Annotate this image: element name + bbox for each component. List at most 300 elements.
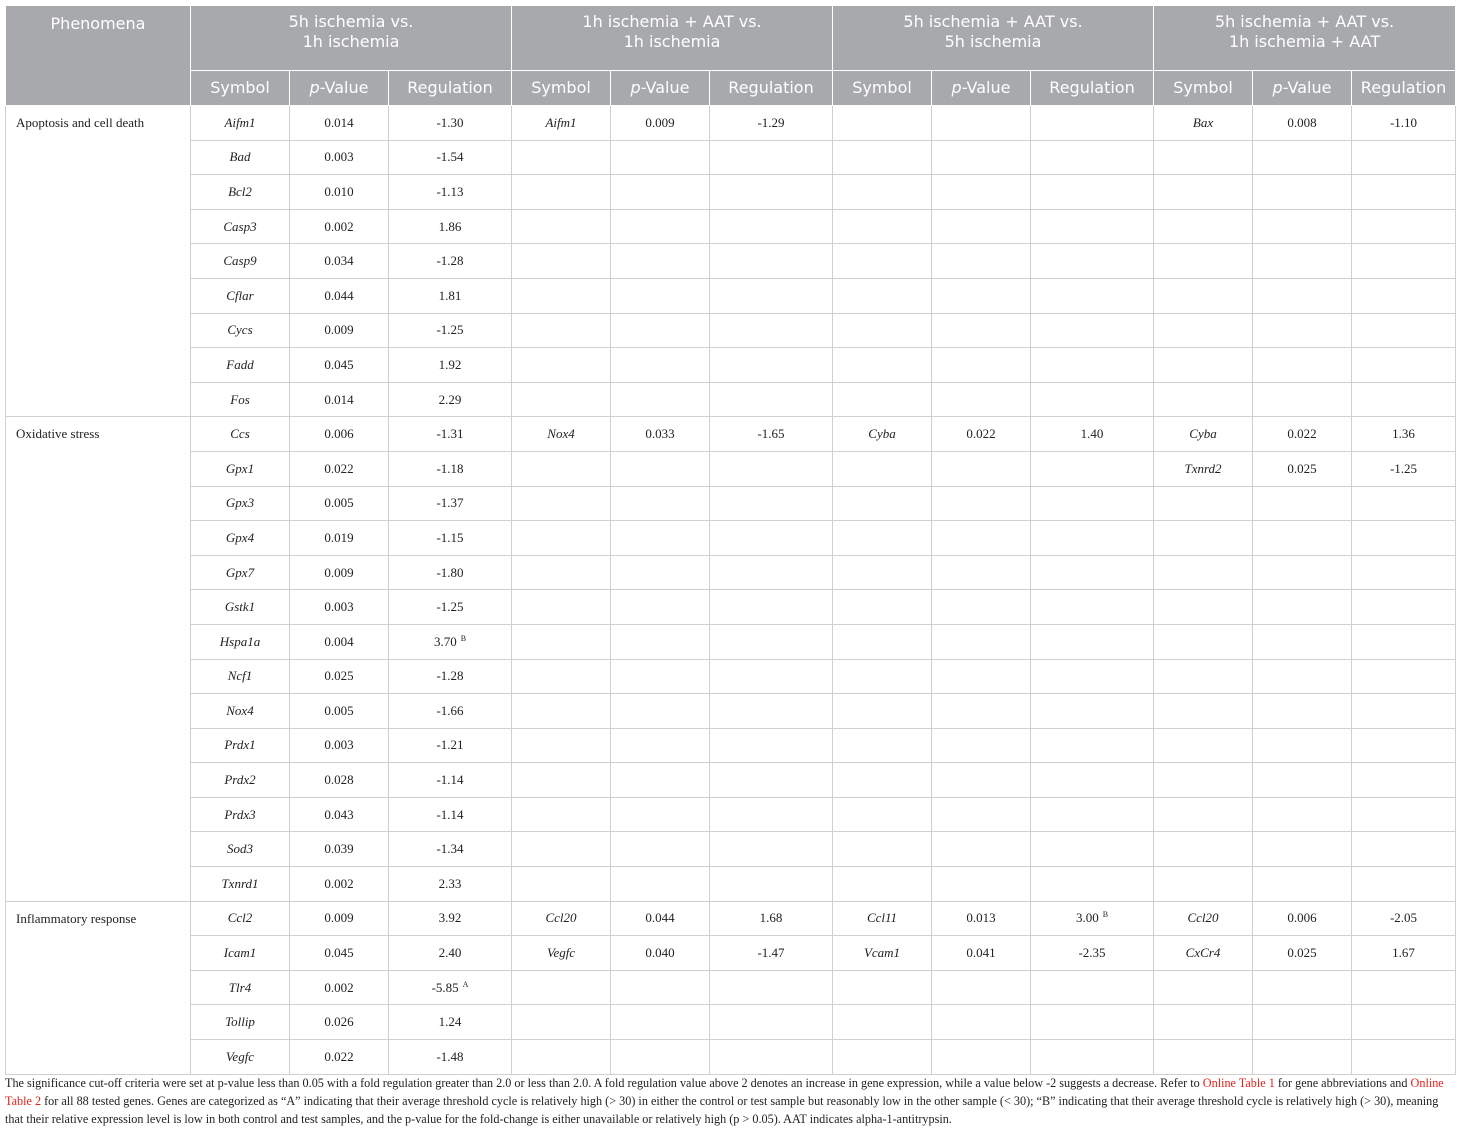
symbol-cell [1154, 555, 1253, 590]
p-value-cell [611, 209, 710, 244]
p-value-cell [932, 209, 1031, 244]
p-value-cell [611, 313, 710, 348]
p-value-cell [611, 555, 710, 590]
p-value-cell [932, 763, 1031, 798]
symbol-cell: Gpx1 [191, 451, 290, 486]
regulation-cell: 3.00 $^B$ [1031, 901, 1154, 936]
regulation-cell: -1.13 [389, 175, 512, 210]
p-value-cell [932, 797, 1031, 832]
phenomena-cell [6, 763, 191, 798]
p-value-cell [932, 278, 1031, 313]
p-value-cell [1253, 555, 1352, 590]
regulation-cell [710, 1040, 833, 1075]
regulation-cell: 2.29 [389, 382, 512, 417]
regulation-cell [710, 832, 833, 867]
p-value-cell [932, 659, 1031, 694]
p-value-cell [611, 140, 710, 175]
phenomena-cell [6, 659, 191, 694]
table-row [6, 175, 1456, 210]
regulation-cell [1031, 278, 1154, 313]
p-value-cell: 0.009 [290, 313, 389, 348]
group-header: 5h ischemia + AAT vs. 5h ischemia [833, 6, 1154, 71]
regulation-cell [1352, 521, 1456, 556]
regulation-cell: -1.66 [389, 694, 512, 729]
p-value-cell: 0.022 [932, 417, 1031, 452]
p-value-cell [932, 867, 1031, 902]
symbol-cell [833, 970, 932, 1005]
regulation-cell [1352, 867, 1456, 902]
p-value-cell [611, 348, 710, 383]
phenomena-cell: Inflammatory response [6, 901, 191, 936]
table-row [6, 936, 1456, 971]
regulation-cell: -1.31 [389, 417, 512, 452]
regulation-cell [710, 763, 833, 798]
p-value-cell [932, 175, 1031, 210]
regulation-cell [1352, 382, 1456, 417]
regulation-cell [1031, 832, 1154, 867]
regulation-header: Regulation [1031, 71, 1154, 106]
regulation-cell [1352, 590, 1456, 625]
p-value-cell: 0.044 [611, 901, 710, 936]
phenomena-cell [6, 244, 191, 279]
symbol-header: Symbol [1154, 71, 1253, 106]
p-value-cell [611, 590, 710, 625]
p-value-cell [932, 106, 1031, 141]
symbol-cell [1154, 244, 1253, 279]
symbol-cell [512, 244, 611, 279]
regulation-cell: -1.28 [389, 244, 512, 279]
phenomena-cell [6, 555, 191, 590]
online-table-1-link[interactable]: Online Table 1 [1202, 1076, 1275, 1090]
p-value-cell: 0.008 [1253, 106, 1352, 141]
p-value-cell: 0.013 [932, 901, 1031, 936]
symbol-cell: Tollip [191, 1005, 290, 1040]
p-value-cell [611, 451, 710, 486]
p-value-cell: 0.025 [290, 659, 389, 694]
p-value-cell: 0.041 [932, 936, 1031, 971]
symbol-cell: Cflar [191, 278, 290, 313]
gene-expression-table [5, 5, 1456, 1075]
symbol-cell [833, 797, 932, 832]
symbol-cell [833, 694, 932, 729]
p-value-cell: 0.009 [290, 901, 389, 936]
p-value-cell [1253, 348, 1352, 383]
symbol-cell: Sod3 [191, 832, 290, 867]
regulation-cell: -1.21 [389, 728, 512, 763]
p-value-cell: 0.034 [290, 244, 389, 279]
gene-expression-table-container [5, 5, 1455, 1075]
regulation-cell [710, 797, 833, 832]
symbol-cell [512, 140, 611, 175]
symbol-cell [512, 624, 611, 659]
phenomena-cell [6, 1005, 191, 1040]
phenomena-cell [6, 348, 191, 383]
symbol-cell: Tlr4 [191, 970, 290, 1005]
p-value-cell: 0.005 [290, 486, 389, 521]
symbol-cell: Fos [191, 382, 290, 417]
p-value-cell [611, 797, 710, 832]
regulation-cell: 3.92 [389, 901, 512, 936]
p-value-cell [1253, 970, 1352, 1005]
regulation-cell: -1.29 [710, 106, 833, 141]
regulation-cell [1031, 555, 1154, 590]
p-value-header: p-Value [1253, 71, 1352, 106]
symbol-cell [833, 244, 932, 279]
symbol-cell [1154, 486, 1253, 521]
regulation-header: Regulation [710, 71, 833, 106]
regulation-cell [1031, 970, 1154, 1005]
symbol-cell [512, 486, 611, 521]
phenomena-cell [6, 867, 191, 902]
regulation-cell [1031, 451, 1154, 486]
p-value-cell [1253, 486, 1352, 521]
p-value-cell [611, 694, 710, 729]
p-value-cell [1253, 797, 1352, 832]
symbol-cell [833, 867, 932, 902]
regulation-cell: 1.68 [710, 901, 833, 936]
symbol-cell [833, 659, 932, 694]
p-value-cell: 0.025 [1253, 451, 1352, 486]
regulation-cell: -1.10 [1352, 106, 1456, 141]
regulation-cell [710, 728, 833, 763]
regulation-cell [710, 244, 833, 279]
symbol-cell [512, 797, 611, 832]
p-value-cell: 0.039 [290, 832, 389, 867]
p-value-cell: 0.033 [611, 417, 710, 452]
symbol-cell [1154, 867, 1253, 902]
regulation-cell [1031, 867, 1154, 902]
phenomena-cell [6, 209, 191, 244]
p-value-cell [611, 278, 710, 313]
p-value-cell [932, 1040, 1031, 1075]
regulation-cell [1352, 175, 1456, 210]
regulation-cell [1031, 797, 1154, 832]
symbol-cell [1154, 140, 1253, 175]
regulation-cell: 1.36 [1352, 417, 1456, 452]
regulation-cell [1352, 209, 1456, 244]
symbol-cell [1154, 728, 1253, 763]
regulation-cell: -1.34 [389, 832, 512, 867]
regulation-cell: -1.48 [389, 1040, 512, 1075]
symbol-cell [512, 555, 611, 590]
regulation-cell [1352, 1040, 1456, 1075]
p-value-cell [1253, 728, 1352, 763]
p-value-cell: 0.003 [290, 728, 389, 763]
symbol-cell: Txnrd2 [1154, 451, 1253, 486]
p-value-header: p-Value [290, 71, 389, 106]
phenomena-cell [6, 313, 191, 348]
symbol-cell [833, 106, 932, 141]
regulation-cell [710, 521, 833, 556]
table-row [6, 659, 1456, 694]
symbol-cell: Bcl2 [191, 175, 290, 210]
symbol-cell: Icam1 [191, 936, 290, 971]
regulation-cell [1352, 659, 1456, 694]
symbol-cell: Cyba [1154, 417, 1253, 452]
regulation-cell [710, 659, 833, 694]
p-value-cell [932, 382, 1031, 417]
group-header: 5h ischemia + AAT vs. 1h ischemia + AAT [1154, 6, 1456, 71]
p-value-cell: 0.045 [290, 348, 389, 383]
p-value-cell: 0.010 [290, 175, 389, 210]
symbol-cell [512, 867, 611, 902]
regulation-cell [1031, 521, 1154, 556]
regulation-cell [710, 209, 833, 244]
regulation-cell [710, 970, 833, 1005]
symbol-cell [512, 1040, 611, 1075]
symbol-cell: Aifm1 [191, 106, 290, 141]
regulation-cell: -1.30 [389, 106, 512, 141]
symbol-cell [833, 175, 932, 210]
symbol-cell: Nox4 [191, 694, 290, 729]
regulation-cell [710, 140, 833, 175]
regulation-cell [1352, 728, 1456, 763]
regulation-cell [1352, 1005, 1456, 1040]
table-row [6, 763, 1456, 798]
symbol-cell: Nox4 [512, 417, 611, 452]
p-value-cell: 0.022 [290, 451, 389, 486]
regulation-cell [1352, 348, 1456, 383]
symbol-cell [1154, 313, 1253, 348]
footnote-marker: B [460, 633, 467, 643]
table-row [6, 106, 1456, 141]
symbol-cell [512, 832, 611, 867]
symbol-cell: Cyba [833, 417, 932, 452]
table-row [6, 521, 1456, 556]
regulation-cell [1031, 175, 1154, 210]
p-value-cell [932, 140, 1031, 175]
symbol-cell: Ccs [191, 417, 290, 452]
p-value-cell [1253, 694, 1352, 729]
regulation-cell [1031, 348, 1154, 383]
regulation-cell [710, 694, 833, 729]
symbol-cell [833, 348, 932, 383]
table-row [6, 901, 1456, 936]
regulation-cell [1352, 278, 1456, 313]
symbol-cell [1154, 659, 1253, 694]
regulation-cell [1031, 486, 1154, 521]
symbol-cell [1154, 175, 1253, 210]
symbol-cell [1154, 278, 1253, 313]
symbol-cell [512, 659, 611, 694]
symbol-cell: Vcam1 [833, 936, 932, 971]
p-value-cell: 0.022 [290, 1040, 389, 1075]
symbol-header: Symbol [833, 71, 932, 106]
phenomena-cell [6, 486, 191, 521]
regulation-cell [1031, 624, 1154, 659]
symbol-cell [512, 694, 611, 729]
p-value-cell [932, 486, 1031, 521]
regulation-cell: -1.80 [389, 555, 512, 590]
phenomena-header: Phenomena [6, 6, 191, 106]
phenomena-cell: Apoptosis and cell death [6, 106, 191, 141]
p-value-cell: 0.005 [290, 694, 389, 729]
symbol-cell [512, 590, 611, 625]
p-value-cell [1253, 867, 1352, 902]
table-footnote: The significance cut-off criteria were set at p-value less than 0.05 with a fold regulation greater than 2.0 or less than 2.0. A fold regulation value above 2 denotes an increase in gene expression, while a value below -2 suggests a decrease. Refer to Online Table 1 for gene abbreviations and Online Table 2 for all 88 tested genes. Genes are categorized as “A” indicating that their average threshold cycle is relatively high (> 30) in either the control or test sample but reasonably low in the other sample (< 30); “B” indicating that their average threshold cycle is relatively high (> 30), meaning that their relative expression level is low in both control and test samples, and the p-value for the fold-change is either unavailable or relatively high (p > 0.05). AAT indicates alpha-1-antitrypsin. [5, 1076, 1444, 1126]
regulation-cell [1031, 1005, 1154, 1040]
regulation-cell [1352, 797, 1456, 832]
symbol-cell [1154, 797, 1253, 832]
symbol-cell: Gpx3 [191, 486, 290, 521]
symbol-cell: Bad [191, 140, 290, 175]
symbol-cell [833, 313, 932, 348]
regulation-cell: -1.14 [389, 763, 512, 798]
regulation-cell [710, 313, 833, 348]
symbol-cell: Gpx7 [191, 555, 290, 590]
p-value-cell [932, 728, 1031, 763]
regulation-cell [1352, 694, 1456, 729]
symbol-cell [512, 382, 611, 417]
p-value-cell [932, 1005, 1031, 1040]
symbol-cell [512, 209, 611, 244]
p-value-cell [611, 175, 710, 210]
p-value-cell [932, 244, 1031, 279]
symbol-cell: Ccl20 [512, 901, 611, 936]
p-value-cell: 0.003 [290, 140, 389, 175]
p-value-cell [611, 1040, 710, 1075]
regulation-cell [1031, 244, 1154, 279]
p-value-cell [932, 555, 1031, 590]
phenomena-cell [6, 140, 191, 175]
p-value-cell: 0.014 [290, 382, 389, 417]
p-value-cell [611, 382, 710, 417]
symbol-cell: Fadd [191, 348, 290, 383]
p-value-cell [932, 451, 1031, 486]
phenomena-cell [6, 832, 191, 867]
symbol-cell [512, 313, 611, 348]
symbol-cell: CxCr4 [1154, 936, 1253, 971]
table-row [6, 624, 1456, 659]
symbol-cell [512, 278, 611, 313]
p-value-cell: 0.044 [290, 278, 389, 313]
regulation-cell [1352, 140, 1456, 175]
symbol-cell [512, 728, 611, 763]
p-value-cell [611, 832, 710, 867]
table-row [6, 555, 1456, 590]
phenomena-cell [6, 936, 191, 971]
phenomena-cell [6, 624, 191, 659]
regulation-cell [1031, 659, 1154, 694]
p-value-cell: 0.025 [1253, 936, 1352, 971]
symbol-cell [1154, 832, 1253, 867]
regulation-cell: -1.14 [389, 797, 512, 832]
table-row [6, 278, 1456, 313]
p-value-cell: 0.026 [290, 1005, 389, 1040]
regulation-cell [1352, 832, 1456, 867]
p-value-cell [932, 590, 1031, 625]
regulation-cell [710, 867, 833, 902]
symbol-cell [1154, 590, 1253, 625]
symbol-cell [833, 590, 932, 625]
p-value-cell: 0.022 [1253, 417, 1352, 452]
regulation-cell [1031, 694, 1154, 729]
regulation-cell [710, 348, 833, 383]
regulation-cell [1031, 728, 1154, 763]
symbol-cell [833, 486, 932, 521]
phenomena-cell [6, 451, 191, 486]
symbol-cell [833, 209, 932, 244]
p-value-cell: 0.006 [1253, 901, 1352, 936]
regulation-cell [1031, 140, 1154, 175]
regulation-cell: -2.05 [1352, 901, 1456, 936]
p-value-header: p-Value [611, 71, 710, 106]
symbol-cell [512, 348, 611, 383]
phenomena-cell [6, 970, 191, 1005]
p-value-cell [1253, 382, 1352, 417]
p-value-cell [611, 486, 710, 521]
phenomena-cell [6, 728, 191, 763]
p-value-cell: 0.004 [290, 624, 389, 659]
symbol-cell: Cycs [191, 313, 290, 348]
phenomena-cell [6, 797, 191, 832]
symbol-cell [833, 763, 932, 798]
regulation-cell: -1.28 [389, 659, 512, 694]
symbol-cell: Vegfc [512, 936, 611, 971]
regulation-cell [710, 555, 833, 590]
phenomena-cell [6, 382, 191, 417]
regulation-cell [1031, 209, 1154, 244]
symbol-cell: Prdx3 [191, 797, 290, 832]
p-value-cell [1253, 763, 1352, 798]
symbol-cell [1154, 348, 1253, 383]
phenomena-cell [6, 1040, 191, 1075]
p-value-cell [611, 244, 710, 279]
symbol-cell [1154, 694, 1253, 729]
symbol-cell [833, 278, 932, 313]
regulation-cell [1352, 763, 1456, 798]
online-table-2-link[interactable]: Online Table 2 [5, 1076, 1444, 1108]
p-value-cell [1253, 521, 1352, 556]
symbol-cell [833, 832, 932, 867]
symbol-cell [512, 763, 611, 798]
table-row [6, 867, 1456, 902]
symbol-cell [833, 140, 932, 175]
symbol-cell [833, 728, 932, 763]
group-header: 5h ischemia vs. 1h ischemia [191, 6, 512, 71]
phenomena-cell [6, 694, 191, 729]
regulation-cell [710, 451, 833, 486]
p-value-cell [932, 970, 1031, 1005]
p-value-cell: 0.040 [611, 936, 710, 971]
symbol-cell [1154, 624, 1253, 659]
symbol-cell [833, 382, 932, 417]
regulation-cell [710, 175, 833, 210]
p-value-cell: 0.043 [290, 797, 389, 832]
symbol-cell [1154, 209, 1253, 244]
regulation-cell [710, 486, 833, 521]
regulation-cell [1352, 624, 1456, 659]
p-value-cell [611, 624, 710, 659]
regulation-cell: -5.85 $^A$ [389, 970, 512, 1005]
regulation-cell [1352, 244, 1456, 279]
p-value-cell [1253, 624, 1352, 659]
regulation-cell [1031, 1040, 1154, 1075]
phenomena-cell: Oxidative stress [6, 417, 191, 452]
regulation-header: Regulation [389, 71, 512, 106]
regulation-header: Regulation [1352, 71, 1456, 106]
regulation-cell [1031, 313, 1154, 348]
regulation-cell: -2.35 [1031, 936, 1154, 971]
regulation-cell [1352, 486, 1456, 521]
regulation-cell: 1.67 [1352, 936, 1456, 971]
phenomena-cell [6, 590, 191, 625]
p-value-cell [932, 624, 1031, 659]
table-row [6, 486, 1456, 521]
regulation-cell [1031, 382, 1154, 417]
symbol-cell: Ncf1 [191, 659, 290, 694]
symbol-cell [1154, 970, 1253, 1005]
